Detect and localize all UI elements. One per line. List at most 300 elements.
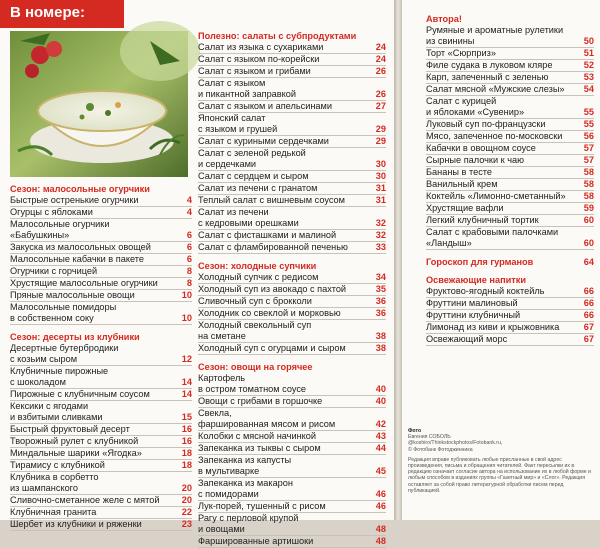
toc-entry-text: Бананы в тесте [426,167,493,177]
toc-entry-page: 58 [583,167,594,177]
toc-entry-page: 55 [583,119,594,129]
toc-entry-page: 6 [186,254,192,264]
toc-entry-page: 57 [583,143,594,153]
toc-entry-text: Салат с языком [198,78,266,88]
toc-entry-line [426,167,594,179]
toc-entry-text: Клубника в сорбетто [10,472,99,482]
toc-entry-text: с помидорами [198,489,259,499]
toc-entry-line [198,148,386,159]
toc-entry-line [426,107,594,119]
toc-entry-line [10,354,192,366]
toc-entry-line [198,218,386,230]
toc-entry-page: 50 [583,36,594,46]
toc-entry-page: 12 [181,354,192,364]
toc-entry[interactable] [426,286,594,298]
toc-entry-page: 32 [375,218,386,228]
toc-entry-text: Фруттини клубничный [426,310,521,320]
toc-entry[interactable] [198,171,386,183]
toc-entry-text: Клубничная гранита [10,507,97,517]
toc-entry-text: Салат с зеленой редькой [198,148,306,158]
toc-entry[interactable] [10,242,192,254]
section-heading-label: Сезон: десерты из клубники [10,332,140,342]
toc-entry-line [10,401,192,412]
toc-entry[interactable] [198,408,386,431]
toc-entry-line [426,143,594,155]
toc-entry[interactable] [198,54,386,66]
toc-entry-page: 10 [181,290,192,300]
section-heading-label: Гороскоп для гурманов [426,257,534,267]
toc-entry-page: 29 [375,136,386,146]
toc-entry-page: 30 [375,159,386,169]
toc-entry-page: 36 [375,296,386,306]
toc-entry-page: 66 [583,286,594,296]
toc-entry[interactable] [10,389,192,401]
toc-entry-text: Десертные бутербродики [10,343,119,353]
toc-entry-line [198,195,386,207]
section-heading [198,261,386,272]
toc-entry-line [198,384,386,396]
toc-entry-text: Румяные и ароматные рулетики [426,25,564,35]
toc-entry-text: Огурцы с яблоками [10,207,93,217]
toc-entry[interactable] [10,519,192,531]
toc-entry-line [198,113,386,124]
toc-entry-text: Сливочно-сметанное желе с мятой [10,495,160,505]
toc-entry-text: с кедровыми орешками [198,218,299,228]
toc-entry-text: Хрустящие вафли [426,203,504,213]
toc-entry-text: на сметане [198,331,246,341]
toc-entry-text: Малосольные огурчики [10,219,110,229]
toc-entry-text: из свинины [426,36,475,46]
toc-entry[interactable] [198,443,386,455]
toc-entry-line [198,331,386,343]
toc-entry[interactable] [10,195,192,207]
toc-entry-text: Карп, запеченный с зеленью [426,72,549,82]
toc-entry-text: Салат из печени с гранатом [198,183,318,193]
toc-entry-text: фаршированная мясом и рисом [198,419,336,429]
toc-entry-text: Огурчики с горчицей [10,266,98,276]
toc-entry-line [10,207,192,219]
toc-entry-line [426,48,594,60]
toc-entry[interactable] [10,290,192,302]
toc-entry-page: 14 [181,377,192,387]
toc-entry-text: Филе судака в луковом кляре [426,60,553,70]
toc-entry-page: 46 [375,501,386,511]
toc-entry-line [198,78,386,89]
toc-entry-text: и овощами [198,524,245,534]
toc-entry-line [10,254,192,266]
toc-entry-page: 22 [181,507,192,517]
section-gap [198,254,386,261]
toc-entry-page: 67 [583,322,594,332]
toc-entry[interactable] [10,495,192,507]
toc-entry-text: Салат с языком и апельсинами [198,101,332,111]
toc-entry-page: 43 [375,431,386,441]
toc-entry[interactable] [198,195,386,207]
toc-entry-line [198,408,386,419]
toc-entry-page: 18 [181,460,192,470]
toc-entry[interactable] [198,308,386,320]
toc-entry-line [426,215,594,227]
toc-entry-page: 16 [181,424,192,434]
toc-entry-page: 58 [583,179,594,189]
toc-entry-line [10,389,192,401]
toc-entry[interactable] [198,373,386,396]
toc-entry-text: в собственном соку [10,313,94,323]
toc-entry-page: 18 [181,448,192,458]
toc-entry-line [198,466,386,478]
toc-entry[interactable] [426,60,594,72]
toc-entry-line [198,373,386,384]
toc-entry-line [426,155,594,167]
toc-entry[interactable] [10,278,192,290]
toc-entry-line [198,443,386,455]
toc-entry-text: Запеканка из капусты [198,455,292,465]
toc-entry-line [198,230,386,242]
toc-entry-line [198,101,386,113]
toc-entry-text: Легкий клубничный тортик [426,215,539,225]
toc-entry-page: 34 [375,272,386,282]
toc-entry-line [426,310,594,322]
toc-entry[interactable] [198,320,386,343]
toc-entry[interactable] [198,536,386,548]
toc-entry[interactable] [198,431,386,443]
toc-entry-line [10,313,192,325]
toc-entry[interactable] [198,78,386,101]
toc-entry-text: Салат с фисташками и малиной [198,230,337,240]
toc-entry-line [10,230,192,242]
toc-entry-page: 40 [375,396,386,406]
toc-entry[interactable] [10,366,192,389]
toc-entry[interactable] [198,66,386,78]
toc-entry-text: Салат с крабовыми палочками [426,227,559,237]
toc-entry[interactable] [198,396,386,408]
toc-entry[interactable] [426,84,594,96]
toc-entry[interactable] [426,179,594,191]
toc-entry[interactable] [426,215,594,227]
toc-entry-line [426,286,594,298]
toc-entry[interactable] [198,501,386,513]
toc-entry-line [198,343,386,355]
toc-entry-page: 67 [583,334,594,344]
toc-entry-text: Холодный свекольный суп [198,320,312,330]
toc-entry-text: Шербет из клубники и ряженки [10,519,142,529]
toc-entry[interactable] [426,298,594,310]
toc-entry-page: 66 [583,310,594,320]
toc-entry-page: 40 [375,384,386,394]
toc-entry[interactable] [198,148,386,171]
photo-credit-line-1: Евгения СОБОЛЬ [408,434,451,441]
toc-entry[interactable] [10,302,192,325]
toc-entry[interactable] [426,96,594,119]
toc-entry-line [10,302,192,313]
toc-entry-line [426,203,594,215]
toc-entry-page: 4 [186,195,192,205]
toc-entry[interactable] [198,478,386,501]
toc-entry-page: 30 [375,171,386,181]
toc-entry[interactable] [426,167,594,179]
photo-credit-line-2: @koshiro/Thinkstockphotos/Fotobank.ru, [408,440,503,447]
toc-entry-text: Торт «Сюрприз» [426,48,496,58]
toc-column-left [10,184,192,531]
toc-entry-text: Свекла, [198,408,232,418]
toc-entry-page: 26 [375,89,386,99]
toc-entry-line [10,424,192,436]
toc-entry-text: с шоколадом [10,377,66,387]
toc-entry-line [10,195,192,207]
toc-entry-text: Миндальные шарики «Ягодка» [10,448,142,458]
toc-entry-text: с языком и грушей [198,124,278,134]
toc-entry-text: Хрустящие малосольные огурчики [10,278,158,288]
toc-entry-page: 51 [583,48,594,58]
toc-entry-page: 46 [375,489,386,499]
toc-entry-text: Холодный суп с огурцами и сыром [198,343,346,353]
toc-entry-line [10,460,192,472]
toc-entry-line [426,60,594,72]
toc-entry-line [198,124,386,136]
toc-entry[interactable] [10,424,192,436]
toc-entry-page: 42 [375,419,386,429]
toc-entry-line [426,179,594,191]
toc-entry-page: 53 [583,72,594,82]
toc-entry-line [10,377,192,389]
toc-entry-text: Холодный суп из авокадо с пахтой [198,284,347,294]
toc-entry[interactable] [426,334,594,346]
toc-entry-text: Кабачки в овощном соусе [426,143,536,153]
toc-entry-text: в остром томатном соусе [198,384,307,394]
toc-entry[interactable] [426,72,594,84]
toc-entry-page: 8 [186,266,192,276]
toc-entry[interactable] [10,401,192,424]
toc-entry-line [426,191,594,203]
toc-entry-text: Малосольные кабачки в пакете [10,254,144,264]
toc-entry[interactable] [10,460,192,472]
toc-entry-page: 14 [181,389,192,399]
toc-entry-page: 57 [583,155,594,165]
toc-entry-text: Мясо, запеченное по-московски [426,131,563,141]
toc-entry-page: 60 [583,215,594,225]
toc-entry-line [198,536,386,548]
toc-entry-text: Тирамису с клубникой [10,460,105,470]
toc-entry[interactable] [10,254,192,266]
toc-entry-line [198,396,386,408]
toc-entry-line [198,136,386,148]
right-page [402,0,600,520]
toc-entry-line [198,489,386,501]
toc-entry-text: и яблоками «Сувенир» [426,107,525,117]
toc-entry-text: Сырные палочки к чаю [426,155,524,165]
toc-entry-line [198,54,386,66]
toc-entry-text: и сердечками [198,159,257,169]
toc-entry[interactable] [10,436,192,448]
toc-entry-text: Салат с куриными сердечками [198,136,329,146]
section-heading [426,257,594,268]
toc-entry-line [198,501,386,513]
toc-entry-text: Салат с фламбированной печенью [198,242,348,252]
section-gap [426,268,594,275]
toc-entry[interactable] [198,230,386,242]
toc-entry[interactable] [198,113,386,136]
soup-bowl-image [10,31,188,177]
section-heading-label: Сезон: овощи на горячее [198,362,313,372]
photo-credit-line-3: © Фотобанк Фотоджинника [408,446,473,453]
toc-entry-line [10,519,192,531]
toc-entry[interactable] [10,207,192,219]
toc-entry-line [198,419,386,431]
toc-entry[interactable] [10,266,192,278]
toc-entry-line [198,183,386,195]
toc-entry-line [10,242,192,254]
toc-entry-text: Салат с сердцем и сыром [198,171,309,181]
toc-entry[interactable] [426,155,594,167]
toc-entry[interactable] [10,219,192,242]
toc-entry-page: 66 [583,298,594,308]
toc-entry-line [10,219,192,230]
toc-entry-page: 35 [375,284,386,294]
toc-entry-line [426,322,594,334]
toc-entry-page: 24 [375,54,386,64]
toc-entry-page: 44 [375,443,386,453]
toc-entry-page: 59 [583,203,594,213]
toc-entry-page: 16 [181,436,192,446]
section-heading-label: Автора! [426,14,462,24]
section-heading-label: Сезон: малосольные огурчики [10,184,150,194]
toc-entry-text: Ванильный крем [426,179,498,189]
toc-entry-text: Пирожные с клубничным соусом [10,389,150,399]
toc-entry-line [198,42,386,54]
section-gap [10,325,192,332]
section-heading [10,332,192,343]
toc-entry-page: 6 [186,230,192,240]
toc-entry-page: 31 [375,195,386,205]
toc-entry[interactable] [198,242,386,254]
toc-entry-text: Салат с курицей [426,96,497,106]
toc-entry[interactable] [10,472,192,495]
toc-entry-line [426,298,594,310]
toc-entry-text: с козьим сыром [10,354,78,364]
toc-entry-line [10,343,192,354]
toc-entry-line [426,96,594,107]
toc-entry[interactable] [426,310,594,322]
toc-entry[interactable] [426,131,594,143]
toc-entry-line [426,238,594,250]
toc-entry[interactable] [426,119,594,131]
toc-entry-text: Коктейль «Лимонно-сметанный» [426,191,566,201]
toc-entry-page: 52 [583,60,594,70]
toc-entry-text: Сливочный суп с брокколи [198,296,312,306]
toc-entry-text: Фруттини малиновый [426,298,518,308]
toc-entry-line [426,84,594,96]
toc-entry[interactable] [198,42,386,54]
toc-entry-text: Салат мясной «Мужские слезы» [426,84,565,94]
toc-entry-text: Быстрые остренькие огурчики [10,195,139,205]
toc-entry-page: 60 [583,238,594,248]
toc-entry-line [426,25,594,36]
toc-entry[interactable] [10,507,192,519]
toc-entry-page: 31 [375,183,386,193]
toc-column-middle [198,31,386,548]
toc-entry[interactable] [198,343,386,355]
toc-entry-line [10,436,192,448]
toc-entry-text: Салат с языком и грибами [198,66,311,76]
toc-entry-page: 58 [583,191,594,201]
section-heading [198,362,386,373]
toc-entry-page: 36 [375,308,386,318]
section-heading-label: Полезно: салаты с субпродуктами [198,31,357,41]
page-title: В номере: [10,4,85,21]
toc-entry[interactable] [198,513,386,536]
toc-entry-line [426,334,594,346]
toc-entry-line [10,278,192,290]
toc-entry-line [10,448,192,460]
toc-entry-text: Японский салат [198,113,266,123]
toc-entry[interactable] [426,48,594,60]
toc-entry-page: 10 [181,313,192,323]
toc-entry-text: Холодный супчик с редисом [198,272,319,282]
toc-entry-page: 48 [375,524,386,534]
toc-entry-text: Творожный рулет с клубникой [10,436,139,446]
toc-entry-text: Салат из печени [198,207,269,217]
toc-entry[interactable] [426,25,594,48]
toc-entry[interactable] [198,136,386,148]
toc-entry-text: и взбитыми сливками [10,412,103,422]
toc-entry-text: Малосольные помидоры [10,302,117,312]
toc-entry-text: Лук-порей, тушенный с рисом [198,501,326,511]
toc-entry[interactable] [10,343,192,366]
toc-entry-text: Колобки с мясной начинкой [198,431,317,441]
toc-entry[interactable] [198,183,386,195]
toc-entry-text: Салат из языка с сухариками [198,42,324,52]
toc-entry-line [10,266,192,278]
toc-entry-text: Запеканка из тыквы с сыром [198,443,321,453]
toc-entry[interactable] [10,448,192,460]
toc-entry[interactable] [198,272,386,284]
toc-entry-line [10,472,192,483]
toc-entry[interactable] [426,191,594,203]
toc-entry-line [198,455,386,466]
toc-entry-text: Картофель [198,373,246,383]
toc-entry-line [10,412,192,424]
toc-entry-line [198,513,386,524]
toc-entry-page: 6 [186,242,192,252]
toc-entry-line [10,483,192,495]
section-heading [198,31,386,42]
toc-entry-line [198,431,386,443]
toc-entry[interactable] [426,322,594,334]
book-spine [394,0,402,520]
toc-entry-text: из шампанского [10,483,78,493]
toc-entry[interactable] [198,284,386,296]
toc-entry[interactable] [198,296,386,308]
toc-entry-line [198,272,386,284]
toc-entry-text: Освежающий морс [426,334,508,344]
toc-entry[interactable] [198,455,386,478]
toc-entry[interactable] [426,203,594,215]
toc-entry[interactable] [426,143,594,155]
toc-entry-page: 55 [583,107,594,117]
toc-entry-text: Луковый суп по-французски [426,119,546,129]
toc-entry-line [426,36,594,48]
credits-block [408,428,594,494]
toc-entry-text: Лимонад из киви и крыжовника [426,322,560,332]
toc-entry[interactable] [198,101,386,113]
toc-entry[interactable] [198,207,386,230]
toc-entry-line [198,320,386,331]
toc-entry-line [426,227,594,238]
toc-entry[interactable] [426,227,594,250]
toc-entry-text: Кексики с ягодами [10,401,89,411]
toc-entry-text: в мультиварке [198,466,260,476]
toc-entry-text: Салат с языком по-корейски [198,54,320,64]
